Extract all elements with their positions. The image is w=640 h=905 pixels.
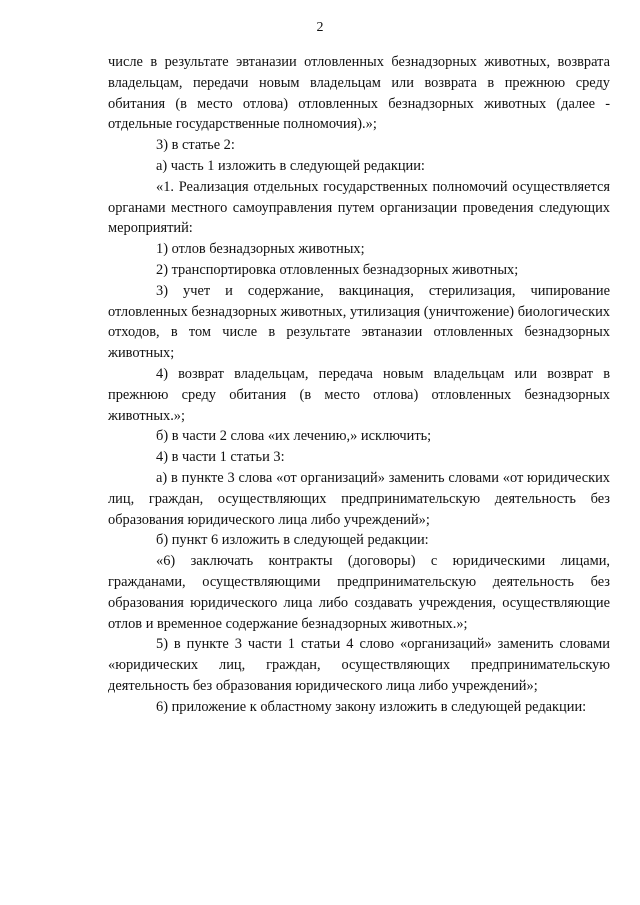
paragraph-continuation: числе в результате эвтаназии отловленных безнадзорных животных, возврата владельцам, передачи новым владельцам или возврата в прежнюю среду обитания (в место отлова) отловленных безнадзорных животных (далее - отдельные государственные полномочия).»;	[108, 54, 610, 133]
paragraph: 5) в пункте 3 части 1 статьи 4 слово «организаций» заменить словами «юридических лиц, граждан, осуществляющих предпринимательскую деятельность без образования юридического лица либо учреждений»;	[108, 636, 610, 694]
document-body	[108, 52, 610, 718]
paragraph: б) пункт 6 изложить в следующей редакции:	[156, 532, 429, 549]
paragraph: «1. Реализация отдельных государственных полномочий осуществляется органами местного самоуправления путем организации проведения следующих мероприятий:	[108, 178, 610, 237]
paragraph: 6) приложение к областному закону изложить в следующей редакции:	[156, 698, 587, 715]
paragraph: а) в пункте 3 слова «от организаций» заменить словами «от юридических лиц, граждан, осуществляющих предпринимательскую деятельность без образования юридического лица либо учреждений»;	[108, 469, 610, 528]
paragraph: 4) возврат владельцам, передача новым владельцам или возврат в прежнюю среду обитания (в место отлова) отловленных безнадзорных животных.»;	[108, 365, 610, 424]
paragraph: б) в части 2 слова «их лечению,» исключить;	[156, 428, 432, 445]
paragraph: 4) в части 1 статьи 3:	[156, 449, 285, 466]
paragraph: 2) транспортировка отловленных безнадзорных животных;	[156, 261, 519, 278]
paragraph: 1) отлов безнадзорных животных;	[156, 241, 365, 258]
paragraph: 3) в статье 2:	[156, 137, 235, 154]
paragraph: а) часть 1 изложить в следующей редакции:	[156, 157, 425, 174]
paragraph: «6) заключать контракты (договоры) с юридическими лицами, гражданами, осуществляющими предпринимательскую деятельность без образования юридического лица либо создавать учреждения, осуществляющие отлов и временное содержание безнадзорных животных.»;	[108, 553, 610, 632]
page-number: 2	[316, 20, 324, 35]
paragraph: 3) учет и содержание, вакцинация, стерилизация, чипирование отловленных безнадзорных животных, утилизация (уничтожение) биологических отходов, в том числе в результате эвтаназии отловленных безнадзорных животных;	[108, 282, 610, 362]
